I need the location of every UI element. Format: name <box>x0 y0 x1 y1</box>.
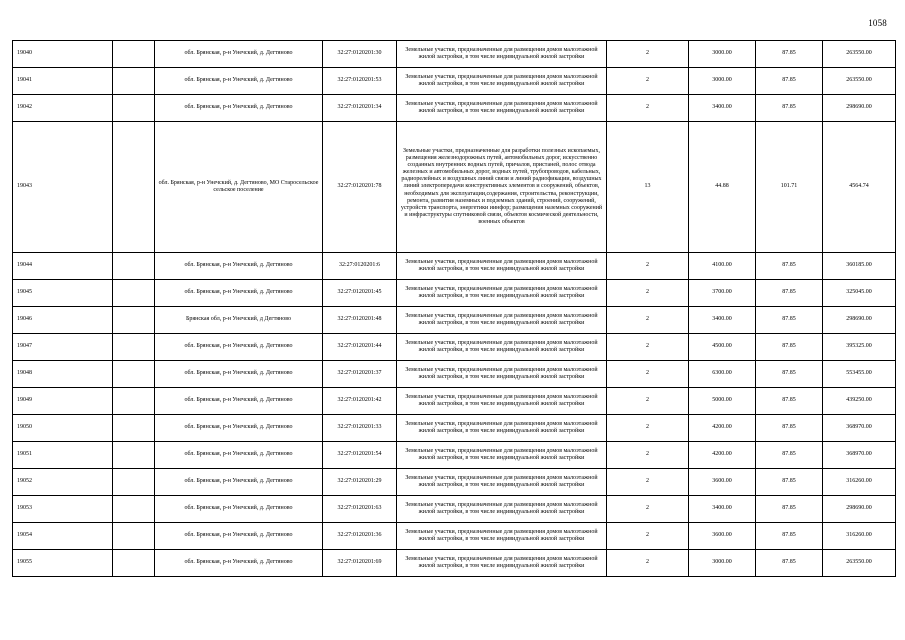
blank-cell <box>113 280 155 307</box>
area-cell: 4100.00 <box>689 253 756 280</box>
land-use-purpose-cell: Земельные участки, предназначенные для размещения домов малоэтажной жилой застройки, в том числе индивидуальной жилой застройки <box>397 469 607 496</box>
specific-value-cell: 87.85 <box>756 388 823 415</box>
specific-value-cell: 87.85 <box>756 307 823 334</box>
cadastral-value-cell: 263550.00 <box>823 550 896 577</box>
land-use-purpose-cell: Земельные участки, предназначенные для разработки полезных ископаемых, размещения железнодорожных путей, автомобильных дорог, искусственно созданных внутренних водных путей, причалов, пристаней, полос отвода железных и автомобильных дорог, водных путей, трубопроводов, кабельных, радиорелейных и воздушных линий связи и линий радиофикации, воздушных линий электропередачи конструктивных элементов и сооружений, объектов, необходимых для эксплуатации,содержания, строительства, реконструкции, ремонта, развития наземных и подземных зданий, строений, сооружений, устройств транспорта, энергетики иинфор; размещения наземных сооружений и инфраструктуры спутниковой связи, объектов космической деятельности, военных объектов <box>397 122 607 253</box>
table-row <box>13 496 896 523</box>
use-group-cell: 2 <box>607 41 689 68</box>
land-use-purpose-cell: Земельные участки, предназначенные для размещения домов малоэтажной жилой застройки, в том числе индивидуальной жилой застройки <box>397 415 607 442</box>
cadastral-number-cell: 32:27:0120201:36 <box>323 523 397 550</box>
specific-value-cell: 87.85 <box>756 442 823 469</box>
specific-value-cell: 87.85 <box>756 496 823 523</box>
cadastral-value-cell: 395325.00 <box>823 334 896 361</box>
table-row <box>13 68 896 95</box>
use-group-cell: 2 <box>607 496 689 523</box>
cadastral-number-cell: 32:27:0120201:69 <box>323 550 397 577</box>
specific-value-cell: 87.85 <box>756 361 823 388</box>
land-use-purpose-cell: Земельные участки, предназначенные для размещения домов малоэтажной жилой застройки, в том числе индивидуальной жилой застройки <box>397 442 607 469</box>
specific-value-cell: 87.85 <box>756 95 823 122</box>
table-row <box>13 388 896 415</box>
specific-value-cell: 87.85 <box>756 550 823 577</box>
row-number: 19050 <box>13 415 113 442</box>
use-group-cell: 2 <box>607 334 689 361</box>
area-cell: 3400.00 <box>689 496 756 523</box>
table-row <box>13 469 896 496</box>
land-use-purpose-cell: Земельные участки, предназначенные для размещения домов малоэтажной жилой застройки, в том числе индивидуальной жилой застройки <box>397 280 607 307</box>
cadastral-number-cell: 32:27:0120201:54 <box>323 442 397 469</box>
land-use-purpose-cell: Земельные участки, предназначенные для размещения домов малоэтажной жилой застройки, в том числе индивидуальной жилой застройки <box>397 334 607 361</box>
row-number: 19043 <box>13 122 113 253</box>
row-number: 19040 <box>13 41 113 68</box>
address-cell: обл. Брянская, р-н Унечский, д. Дегтяново <box>155 41 323 68</box>
specific-value-cell: 101.71 <box>756 122 823 253</box>
specific-value-cell: 87.85 <box>756 469 823 496</box>
address-cell: обл. Брянская, р-н Унечский, д. Дегтяново <box>155 253 323 280</box>
blank-cell <box>113 442 155 469</box>
address-cell: обл. Брянская, р-н Унечский, д. Дегтяново <box>155 415 323 442</box>
specific-value-cell: 87.85 <box>756 253 823 280</box>
row-number: 19042 <box>13 95 113 122</box>
area-cell: 4200.00 <box>689 415 756 442</box>
cadastral-number-cell: 32:27:0120201:44 <box>323 334 397 361</box>
row-number: 19047 <box>13 334 113 361</box>
cadastral-number-cell: 32:27:0120201:30 <box>323 41 397 68</box>
blank-cell <box>113 550 155 577</box>
specific-value-cell: 87.85 <box>756 68 823 95</box>
table-row <box>13 95 896 122</box>
cadastral-number-cell: 32:27:0120201:29 <box>323 469 397 496</box>
blank-cell <box>113 41 155 68</box>
use-group-cell: 2 <box>607 307 689 334</box>
cadastral-number-cell: 32:27:0120201:48 <box>323 307 397 334</box>
area-cell: 6300.00 <box>689 361 756 388</box>
use-group-cell: 2 <box>607 523 689 550</box>
land-use-purpose-cell: Земельные участки, предназначенные для размещения домов малоэтажной жилой застройки, в том числе индивидуальной жилой застройки <box>397 68 607 95</box>
land-use-purpose-cell: Земельные участки, предназначенные для размещения домов малоэтажной жилой застройки, в том числе индивидуальной жилой застройки <box>397 253 607 280</box>
row-number: 19041 <box>13 68 113 95</box>
use-group-cell: 2 <box>607 388 689 415</box>
cadastral-value-cell: 439250.00 <box>823 388 896 415</box>
cadastral-number-cell: 32:27:0120201:42 <box>323 388 397 415</box>
use-group-cell: 2 <box>607 280 689 307</box>
cadastral-value-cell: 263550.00 <box>823 41 896 68</box>
cadastral-value-cell: 298690.00 <box>823 95 896 122</box>
address-cell: обл. Брянская, р-н Унечский, д. Дегтяново <box>155 280 323 307</box>
cadastral-value-cell: 325045.00 <box>823 280 896 307</box>
land-use-purpose-cell: Земельные участки, предназначенные для размещения домов малоэтажной жилой застройки, в том числе индивидуальной жилой застройки <box>397 307 607 334</box>
specific-value-cell: 87.85 <box>756 523 823 550</box>
blank-cell <box>113 68 155 95</box>
use-group-cell: 13 <box>607 122 689 253</box>
blank-cell <box>113 95 155 122</box>
land-use-purpose-cell: Земельные участки, предназначенные для размещения домов малоэтажной жилой застройки, в том числе индивидуальной жилой застройки <box>397 523 607 550</box>
blank-cell <box>113 415 155 442</box>
address-cell: Брянская обл, р-н Унечский, д Дегтяново <box>155 307 323 334</box>
cadastral-value-table <box>12 40 896 577</box>
blank-cell <box>113 253 155 280</box>
cadastral-value-cell: 298690.00 <box>823 307 896 334</box>
area-cell: 3400.00 <box>689 95 756 122</box>
address-cell: обл. Брянская, р-н Унечский, д. Дегтяново <box>155 68 323 95</box>
specific-value-cell: 87.85 <box>756 415 823 442</box>
table-row <box>13 41 896 68</box>
cadastral-number-cell: 32:27:0120201:37 <box>323 361 397 388</box>
table-body <box>13 41 896 577</box>
cadastral-value-cell: 360185.00 <box>823 253 896 280</box>
page-number: 1058 <box>868 18 887 28</box>
use-group-cell: 2 <box>607 95 689 122</box>
blank-cell <box>113 361 155 388</box>
land-use-purpose-cell: Земельные участки, предназначенные для размещения домов малоэтажной жилой застройки, в том числе индивидуальной жилой застройки <box>397 95 607 122</box>
blank-cell <box>113 523 155 550</box>
row-number: 19055 <box>13 550 113 577</box>
area-cell: 44.88 <box>689 122 756 253</box>
cadastral-value-cell: 316260.00 <box>823 523 896 550</box>
land-use-purpose-cell: Земельные участки, предназначенные для размещения домов малоэтажной жилой застройки, в том числе индивидуальной жилой застройки <box>397 496 607 523</box>
row-number: 19044 <box>13 253 113 280</box>
area-cell: 3000.00 <box>689 550 756 577</box>
row-number: 19053 <box>13 496 113 523</box>
blank-cell <box>113 122 155 253</box>
cadastral-value-cell: 316260.00 <box>823 469 896 496</box>
cadastral-value-cell: 263550.00 <box>823 68 896 95</box>
table-row <box>13 442 896 469</box>
use-group-cell: 2 <box>607 415 689 442</box>
row-number: 19045 <box>13 280 113 307</box>
table-row <box>13 550 896 577</box>
area-cell: 3000.00 <box>689 68 756 95</box>
cadastral-value-cell: 4564.74 <box>823 122 896 253</box>
cadastral-value-cell: 553455.00 <box>823 361 896 388</box>
cadastral-number-cell: 32:27:0120201:63 <box>323 496 397 523</box>
cadastral-number-cell: 32:27:0120201:34 <box>323 95 397 122</box>
blank-cell <box>113 307 155 334</box>
use-group-cell: 2 <box>607 442 689 469</box>
blank-cell <box>113 469 155 496</box>
cadastral-number-cell: 32:27:0120201:45 <box>323 280 397 307</box>
table-row <box>13 253 896 280</box>
row-number: 19054 <box>13 523 113 550</box>
use-group-cell: 2 <box>607 361 689 388</box>
area-cell: 3000.00 <box>689 41 756 68</box>
cadastral-value-cell: 368970.00 <box>823 415 896 442</box>
land-use-purpose-cell: Земельные участки, предназначенные для размещения домов малоэтажной жилой застройки, в том числе индивидуальной жилой застройки <box>397 361 607 388</box>
table-row <box>13 307 896 334</box>
specific-value-cell: 87.85 <box>756 280 823 307</box>
area-cell: 4200.00 <box>689 442 756 469</box>
table-row <box>13 334 896 361</box>
blank-cell <box>113 496 155 523</box>
row-number: 19048 <box>13 361 113 388</box>
table-row <box>13 122 896 253</box>
row-number: 19046 <box>13 307 113 334</box>
land-use-purpose-cell: Земельные участки, предназначенные для размещения домов малоэтажной жилой застройки, в том числе индивидуальной жилой застройки <box>397 388 607 415</box>
use-group-cell: 2 <box>607 550 689 577</box>
use-group-cell: 2 <box>607 68 689 95</box>
area-cell: 5000.00 <box>689 388 756 415</box>
row-number: 19049 <box>13 388 113 415</box>
cadastral-number-cell: 32:27:0120201:6 <box>323 253 397 280</box>
address-cell: обл. Брянская, р-н Унечский, д. Дегтяново <box>155 496 323 523</box>
use-group-cell: 2 <box>607 469 689 496</box>
area-cell: 3600.00 <box>689 469 756 496</box>
land-use-purpose-cell: Земельные участки, предназначенные для размещения домов малоэтажной жилой застройки, в том числе индивидуальной жилой застройки <box>397 550 607 577</box>
row-number: 19051 <box>13 442 113 469</box>
blank-cell <box>113 334 155 361</box>
table-row <box>13 523 896 550</box>
row-number: 19052 <box>13 469 113 496</box>
address-cell: обл. Брянская, р-н Унечский, д. Дегтяново <box>155 334 323 361</box>
cadastral-number-cell: 32:27:0120201:78 <box>323 122 397 253</box>
address-cell: обл. Брянская, р-н Унечский, д. Дегтяново <box>155 388 323 415</box>
address-cell: обл. Брянская, р-н Унечский, д. Дегтяново, МО Старосельское сельское поселение <box>155 122 323 253</box>
address-cell: обл. Брянская, р-н Унечский, д. Дегтяново <box>155 523 323 550</box>
area-cell: 4500.00 <box>689 334 756 361</box>
table-row <box>13 415 896 442</box>
specific-value-cell: 87.85 <box>756 41 823 68</box>
blank-cell <box>113 388 155 415</box>
specific-value-cell: 87.85 <box>756 334 823 361</box>
land-use-purpose-cell: Земельные участки, предназначенные для размещения домов малоэтажной жилой застройки, в том числе индивидуальной жилой застройки <box>397 41 607 68</box>
address-cell: обл. Брянская, р-н Унечский, д. Дегтяново <box>155 469 323 496</box>
area-cell: 3400.00 <box>689 307 756 334</box>
table-row <box>13 361 896 388</box>
address-cell: обл. Брянская, р-н Унечский, д. Дегтяново <box>155 95 323 122</box>
cadastral-value-cell: 298690.00 <box>823 496 896 523</box>
area-cell: 3600.00 <box>689 523 756 550</box>
area-cell: 3700.00 <box>689 280 756 307</box>
address-cell: обл. Брянская, р-н Унечский, д. Дегтяново <box>155 361 323 388</box>
cadastral-number-cell: 32:27:0120201:53 <box>323 68 397 95</box>
cadastral-number-cell: 32:27:0120201:33 <box>323 415 397 442</box>
table-row <box>13 280 896 307</box>
address-cell: обл. Брянская, р-н Унечский, д. Дегтяново <box>155 442 323 469</box>
address-cell: обл. Брянская, р-н Унечский, д. Дегтяново <box>155 550 323 577</box>
cadastral-value-cell: 368970.00 <box>823 442 896 469</box>
use-group-cell: 2 <box>607 253 689 280</box>
